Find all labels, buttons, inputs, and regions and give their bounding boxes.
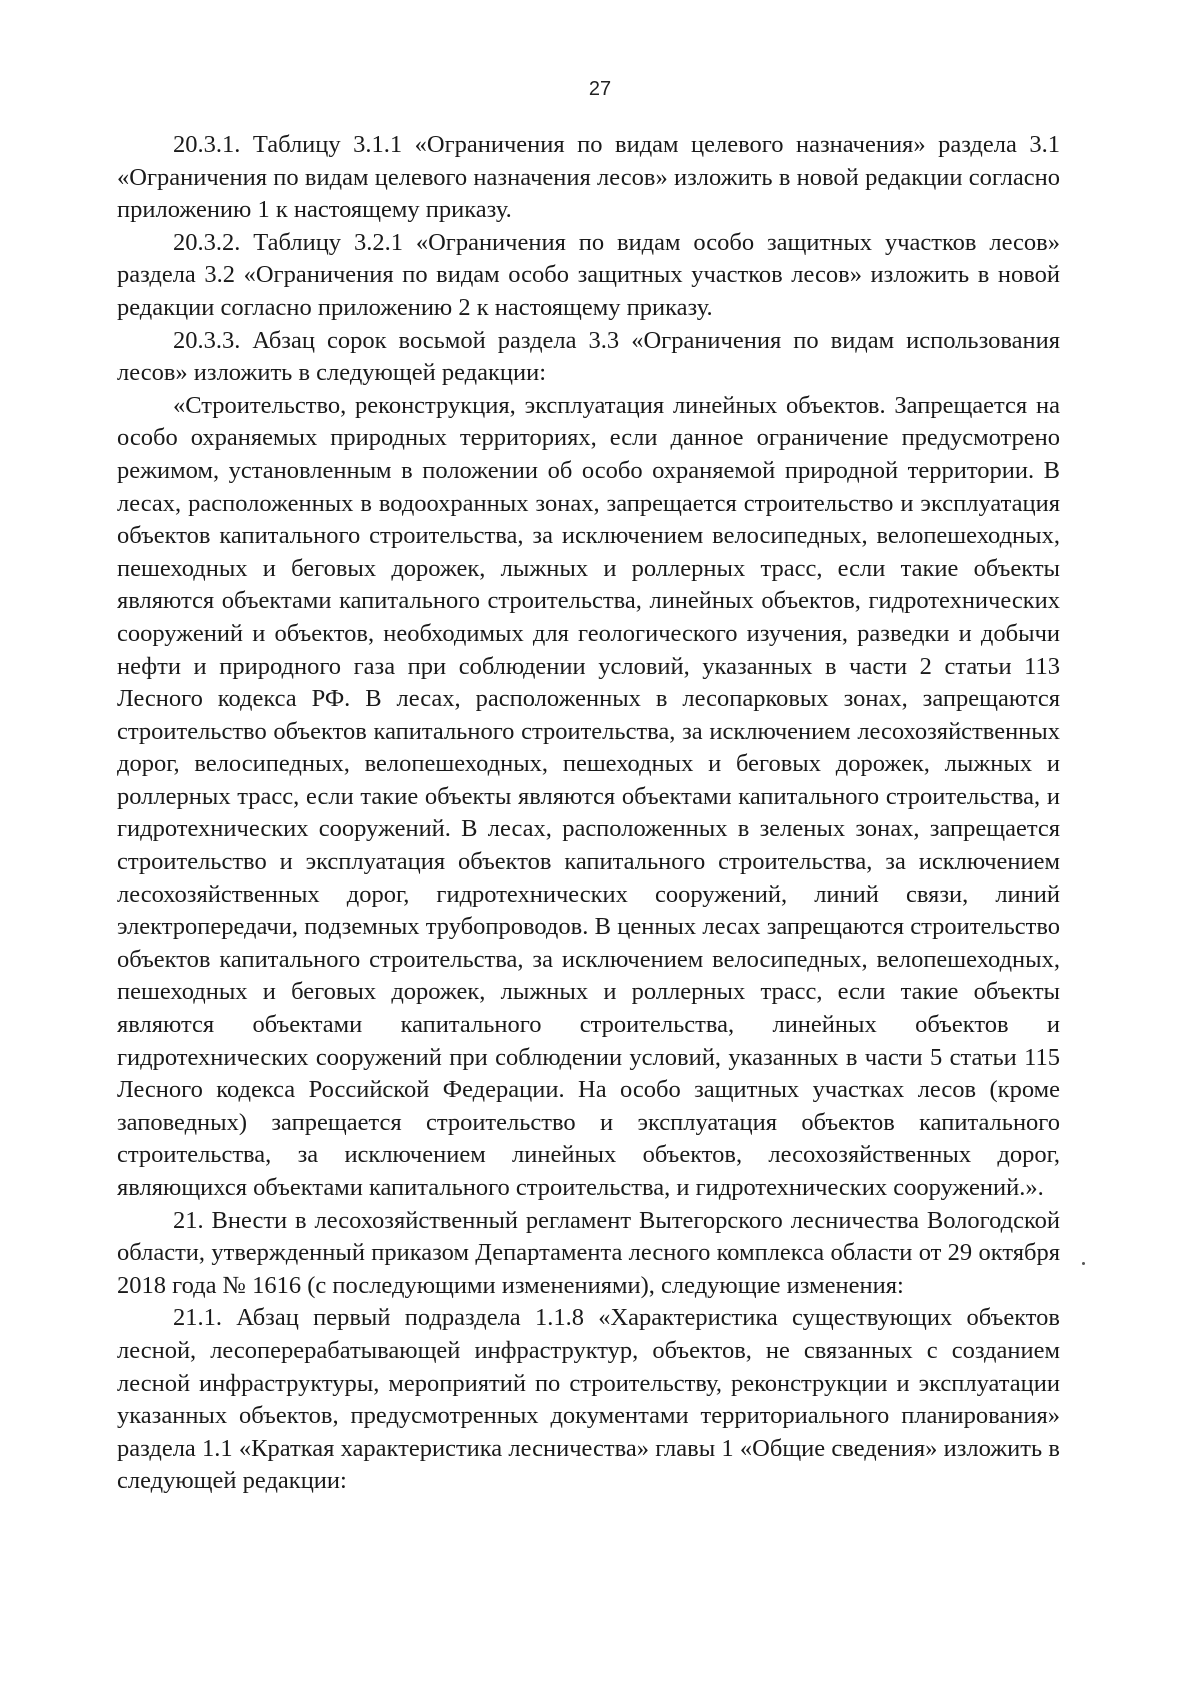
paragraph-21: 21. Внести в лесохозяйственный регламент Вытегорского лесничества Вологодской области, утвержденный приказом Департамента лесного комплекса области от 29 октября 2018 года № 1616 (с последующими изменениями), следующие изменения: — [117, 1206, 1060, 1299]
paragraph-20-3-2: 20.3.2. Таблицу 3.2.1 «Ограничения по видам особо защитных участков лесов» раздела 3.2 «Ограничения по видам особо защитных участков лесов» изложить в новой редакции согласно приложению 2 к настоящему приказу. — [117, 228, 1060, 321]
page-number: 27 — [588, 78, 612, 100]
paragraph-20-3-1: 20.3.1. Таблицу 3.1.1 «Ограничения по видам целевого назначения» раздела 3.1 «Ограничения по видам целевого назначения лесов» изложить в новой редакции согласно приложению 1 к настоящему приказу. — [117, 131, 1060, 224]
document-body — [117, 129, 1060, 1498]
paragraph-21-1: 21.1. Абзац первый подраздела 1.1.8 «Характеристика существующих объектов лесной, лесоперерабатывающей инфраструктур, объектов, не связанных с созданием лесной инфраструктуры, мероприятий по строительству, реконструкции и эксплуатации указанных объектов, предусмотренных документами территориального планирования» раздела 1.1 «Краткая характеристика лесничества» главы 1 «Общие сведения» изложить в следующей редакции: — [117, 1304, 1060, 1495]
paragraph-20-3-3: 20.3.3. Абзац сорок восьмой раздела 3.3 «Ограничения по видам использования лесов» изложить в следующей редакции: — [117, 326, 1060, 387]
scan-speck — [1082, 1262, 1085, 1265]
paragraph-quoted-restrictions: «Строительство, реконструкция, эксплуатация линейных объектов. Запрещается на особо охраняемых природных территориях, если данное ограничение предусмотрено режимом, установленным в положении об особо охраняемой природной территории. В лесах, расположенных в водоохранных зонах, запрещается строительство и эксплуатация объектов капитального строительства, за исключением велосипедных, велопешеходных, пешеходных и беговых дорожек, лыжных и роллерных трасс, если такие объекты являются объектами капитального строительства, линейных объектов, гидротехнических сооружений и объектов, необходимых для геологического изучения, разведки и добычи нефти и природного газа при соблюдении условий, указанных в части 2 статьи 113 Лесного кодекса РФ. В лесах, расположенных в лесопарковых зонах, запрещаются строительство объектов капитального строительства, за исключением лесохозяйственных дорог, велосипедных, велопешеходных, пешеходных и беговых дорожек, лыжных и роллерных трасс, если такие объекты являются объектами капитального строительства, и гидротехнических сооружений. В лесах, расположенных в зеленых зонах, запрещается строительство и эксплуатация объектов капитального строительства, за исключением лесохозяйственных дорог, гидротехнических сооружений, линий связи, линий электропередачи, подземных трубопроводов. В ценных лесах запрещаются строительство объектов капитального строительства, за исключением велосипедных, велопешеходных, пешеходных и беговых дорожек, лыжных и роллерных трасс, если такие объекты являются объектами капитального строительства, линейных объектов и гидротехнических сооружений при соблюдении условий, указанных в части 5 статьи 115 Лесного кодекса Российской Федерации. На особо защитных участках лесов (кроме заповедных) запрещается строительство и эксплуатация объектов капитального строительства, за исключением линейных объектов, лесохозяйственных дорог, являющихся объектами капитального строительства, и гидротехнических сооружений.». — [117, 391, 1060, 1201]
